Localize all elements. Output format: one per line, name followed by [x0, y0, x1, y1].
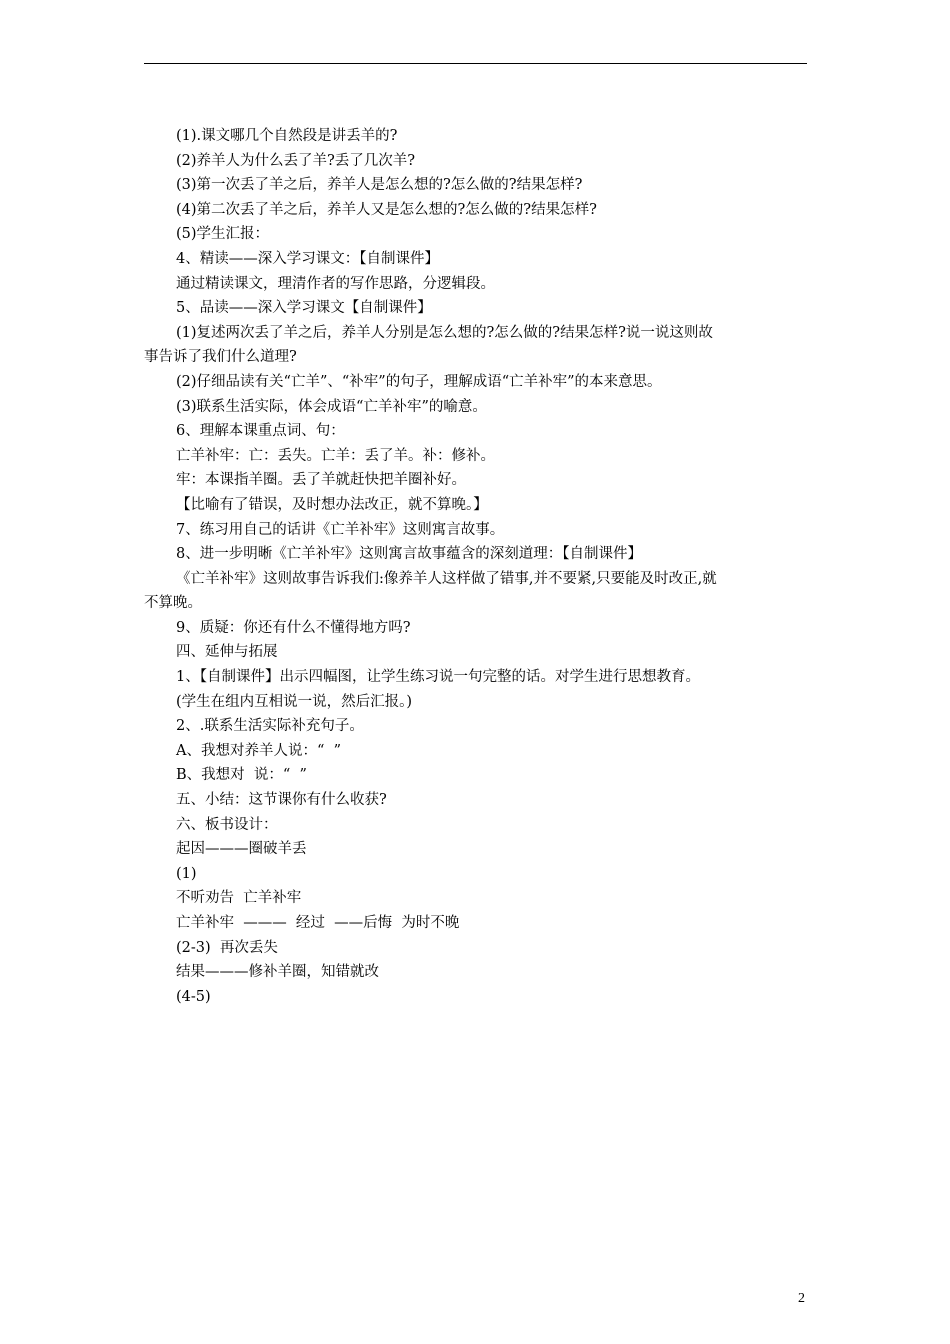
text-line: (1).课文哪几个自然段是讲丢羊的?	[176, 128, 398, 144]
text-line: 通过精读课文，理清作者的写作思路，分逻辑段。	[176, 275, 495, 292]
page-number: 2	[798, 1291, 805, 1306]
text-line: 7、练习用自己的话讲《亡羊补牢》这则寓言故事。	[176, 521, 505, 538]
text-line: B、我想对 说：“ ”	[176, 767, 307, 784]
text-line: (5)学生汇报：	[176, 226, 270, 243]
text-line: 亡羊补牢：亡：丢失。亡羊：丢了羊。补：修补。	[176, 447, 495, 464]
text-line: 《亡羊补牢》这则故事告诉我们:像养羊人这样做了错事,并不要紧,只要能及时改正,就	[176, 570, 717, 587]
text-line: 六、板书设计：	[176, 816, 278, 833]
text-line: (4)第二次丢了羊之后，养羊人又是怎么想的?怎么做的?结果怎样?	[176, 201, 597, 218]
text-line: (4-5)	[176, 988, 211, 1005]
text-line: 5、品读——深入学习课文【自制课件】	[176, 300, 432, 317]
text-line: 事告诉了我们什么道理?	[144, 349, 297, 366]
text-line: 2、.联系生活实际补充句子。	[176, 718, 364, 735]
text-line: 牢：本课指羊圈。丢了羊就赶快把羊圈补好。	[176, 472, 466, 489]
text-line: (1)	[176, 865, 197, 882]
text-line: 不听劝告 亡羊补牢	[176, 890, 302, 907]
text-line: (3)第一次丢了羊之后，养羊人是怎么想的?怎么做的?结果怎样?	[176, 177, 583, 194]
text-line: (3)联系生活实际，体会成语“亡羊补牢”的喻意。	[176, 398, 487, 415]
text-line: (2)仔细品读有关“亡羊”、“补牢”的句子，理解成语“亡羊补牢”的本来意思。	[176, 373, 662, 390]
text-line: (学生在组内互相说一说，然后汇报。)	[176, 693, 413, 710]
text-line: 【比喻有了错误，及时想办法改正，就不算晚。】	[176, 496, 488, 513]
header-rule	[144, 63, 807, 64]
text-line: (2-3) 再次丢失	[176, 939, 278, 956]
text-line: 五、小结：这节课你有什么收获?	[176, 792, 387, 809]
text-line: 四、延伸与拓展	[176, 644, 278, 661]
text-line: 亡羊补牢 ——— 经过 ——后悔 为时不晚	[176, 915, 460, 931]
text-line: 6、理解本课重点词、句：	[176, 423, 345, 440]
text-line: 4、精读——深入学习课文：【自制课件】	[176, 250, 439, 267]
text-line: 不算晚。	[144, 595, 202, 612]
text-line: A、我想对养羊人说：“ ”	[176, 742, 342, 759]
text-line: (1)复述两次丢了羊之后，养羊人分别是怎么想的?怎么做的?结果怎样?说一说这则故	[176, 324, 713, 341]
text-line: 9、质疑：你还有什么不懂得地方吗?	[176, 619, 411, 636]
text-line: 1、【自制课件】出示四幅图，让学生练习说一句完整的话。对学生进行思想教育。	[176, 669, 700, 686]
text-line: 结果———修补羊圈，知错就改	[176, 964, 379, 981]
text-line: 8、进一步明晰《亡羊补牢》这则寓言故事蕴含的深刻道理：【自制课件】	[176, 546, 642, 563]
document-body	[144, 124, 807, 1009]
text-line: 起因———圈破羊丢	[176, 841, 307, 858]
text-line: (2)养羊人为什么丢了羊?丢了几次羊?	[176, 152, 416, 169]
